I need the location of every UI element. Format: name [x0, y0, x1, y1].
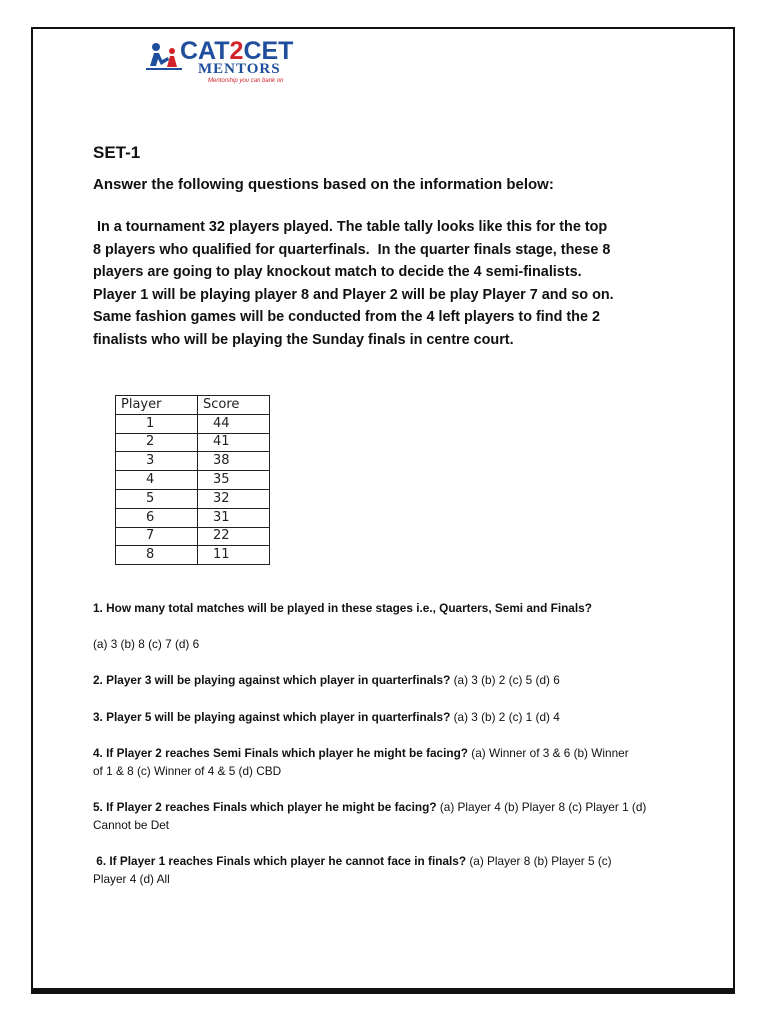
set-title: SET-1	[93, 143, 141, 162]
cell-player: 1	[116, 414, 198, 433]
intro-paragraph	[93, 216, 693, 351]
question-line	[93, 816, 683, 834]
score-table	[115, 395, 270, 565]
question-options: Player 4 (d) All	[93, 872, 170, 886]
table-row	[116, 508, 270, 527]
question-text: 1. How many total matches will be played in these stages i.e., Quarters, Semi and Finals?	[93, 601, 592, 615]
cell-score: 32	[198, 489, 270, 508]
cell-score: 11	[198, 546, 270, 565]
question-3	[93, 708, 683, 726]
cell-player: 8	[116, 546, 198, 565]
intro-line: 8 players who qualified for quarterfinals. In the quarter finals stage, these 8	[93, 241, 611, 258]
table-header-row	[116, 396, 270, 415]
table-row	[116, 527, 270, 546]
cell-player: 7	[116, 527, 198, 546]
cell-score: 22	[198, 527, 270, 546]
header-player: Player	[116, 396, 198, 415]
question-line	[93, 852, 683, 870]
question-line	[93, 870, 683, 888]
cell-player: 4	[116, 471, 198, 490]
intro-line: Same fashion games will be conducted from the 4 left players to find the 2	[93, 309, 600, 325]
cell-score: 38	[198, 452, 270, 471]
logo-subtitle: MENTORS	[198, 61, 281, 77]
mentor-figures-icon	[146, 40, 182, 76]
cell-score: 35	[198, 471, 270, 490]
cell-score: 44	[198, 414, 270, 433]
question-1-options	[93, 635, 683, 653]
question-line	[93, 671, 683, 689]
question-1	[93, 599, 683, 617]
question-6	[93, 852, 683, 888]
question-line	[93, 708, 683, 726]
question-options: (a) 3 (b) 2 (c) 1 (d) 4	[450, 710, 560, 724]
cell-player: 2	[116, 433, 198, 452]
table-row	[116, 452, 270, 471]
table-row	[116, 433, 270, 452]
logo	[146, 38, 336, 88]
question-line	[93, 599, 683, 617]
question-text: 6. If Player 1 reaches Finals which player he cannot face in finals?	[93, 854, 467, 868]
question-options: of 1 & 8 (c) Winner of 4 & 5 (d) CBD	[93, 764, 282, 778]
question-options: (a) Player 8 (b) Player 5 (c)	[466, 854, 612, 868]
question-line	[93, 635, 683, 653]
question-line	[93, 762, 683, 780]
question-2	[93, 671, 683, 689]
cell-score: 31	[198, 508, 270, 527]
table-row	[116, 546, 270, 565]
question-options: (a) Winner of 3 & 6 (b) Winner	[468, 746, 629, 760]
intro-line: Player 1 will be playing player 8 and Player 2 will be play Player 7 and so on.	[93, 286, 614, 303]
question-text: 2. Player 3 will be playing against which player in quarterfinals?	[93, 673, 451, 687]
table-row	[116, 489, 270, 508]
cell-player: 5	[116, 489, 198, 508]
cell-score: 41	[198, 433, 270, 452]
question-options: (a) 3 (b) 8 (c) 7 (d) 6	[93, 637, 200, 651]
question-text: 5. If Player 2 reaches Finals which player he might be facing?	[93, 800, 437, 814]
question-text: 4. If Player 2 reaches Semi Finals which player he might be facing?	[93, 746, 469, 760]
cell-player: 6	[116, 508, 198, 527]
question-4	[93, 744, 683, 780]
question-line	[93, 798, 683, 816]
cell-player: 3	[116, 452, 198, 471]
logo-text-cet: CET	[243, 37, 294, 65]
logo-tagline: Mentorship you can bank on	[208, 78, 284, 84]
question-options: Cannot be Det	[93, 818, 170, 832]
table-row	[116, 414, 270, 433]
question-options: (a) Player 4 (b) Player 8 (c) Player 1 (d)	[436, 800, 647, 814]
intro-line: finalists who will be playing the Sunday finals in centre court.	[93, 331, 514, 348]
table-row	[116, 471, 270, 490]
score-table-image	[95, 383, 275, 577]
logo-text-2: 2	[229, 37, 244, 65]
question-options: (a) 3 (b) 2 (c) 5 (d) 6	[450, 673, 560, 687]
intro-line: players are going to play knockout match to decide the 4 semi-finalists.	[93, 264, 582, 280]
question-text: 3. Player 5 will be playing against which player in quarterfinals?	[93, 710, 451, 724]
question-5	[93, 798, 683, 834]
header-score: Score	[198, 396, 270, 415]
logo-text-cat: CAT	[180, 37, 230, 65]
question-line	[93, 744, 683, 762]
intro-line: In a tournament 32 players played. The table tally looks like this for the top	[93, 219, 608, 235]
intro-heading: Answer the following questions based on the information below:	[93, 176, 554, 193]
